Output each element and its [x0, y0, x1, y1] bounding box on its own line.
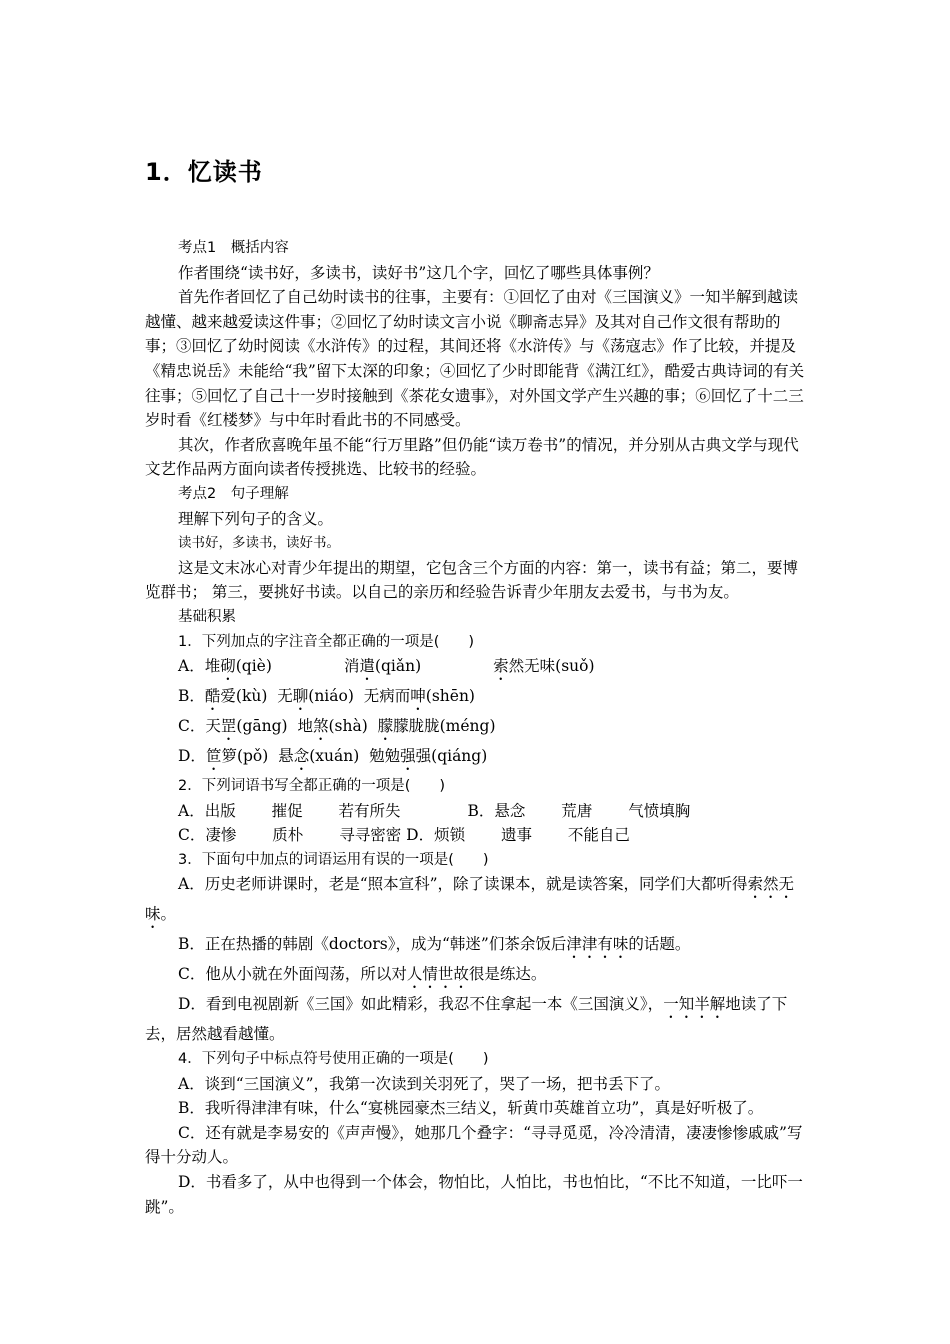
question-4-option-d: D．书看多了，从中也得到一个体会，物怕比，人怕比，书也怕比，“不比不知道，一比吓一跳”。 [145, 1173, 803, 1216]
question-4-option-a: A．谈到“三国演义”，我第一次读到关羽死了，哭了一场，把书丢下了。 [178, 1074, 671, 1093]
question-1-option-a: A．堆砌(qiè) 消遣(qiǎn) 索然无味(suǒ) [178, 657, 595, 676]
page-title: 1．忆读书 [145, 158, 263, 186]
question-3-option-d: D．看到电视剧新《三国》如此精彩，我忍不住拿起一本《三国演义》，一知半解地读了下去，居然越看越懂。 [145, 995, 788, 1044]
k1-answer-paragraph-2: 其次，作者欣喜晚年虽不能“行万里路”但仍能“读万卷书”的情况，并分别从古典文学与现代文艺作品两方面向读者传授挑选、比较书的经验。 [145, 435, 799, 479]
question-1-option-c: C．天罡(gāng) 地煞(shà) 朦朦胧胧(méng) [178, 717, 496, 736]
k2-answer: 这是文末冰心对青少年提出的期望，它包含三个方面的内容：第一，读书有益；第二，要博览群书； 第三，要挑好书读。以自己的亲历和经验告诉青少年朋友去爱书，与书为友。 [145, 558, 799, 602]
k1-answer-paragraph-1: 首先作者回忆了自己幼时读书的往事，主要有：①回忆了由对《三国演义》一知半解到越读越懂、越来越爱读这件事；②回忆了幼时读文言小说《聊斋志异》及其对自己作文很有帮助的事；③回忆了幼时阅读《水浒传》的过程，其间还将《水浒传》与《荡寇志》作了比较，并提及《精忠说岳》未能给“我”留下太深的印象；④回忆了少时即能背《满江红》，酷爱古典诗词的有关往事；⑤回忆了自己十一岁时接触到《茶花女遗事》，对外国文学产生兴趣的事；⑥回忆了十二三岁时看《红楼梦》与中年时看此书的不同感受。 [145, 288, 805, 430]
question-2-options-ab: A．出版 摧促 若有所失 B．悬念 荒唐 气愤填胸 [178, 801, 691, 820]
section-heading-k2: 考点2 句子理解 [178, 485, 289, 502]
question-4-option-b: B．我听得津津有味，什么“宴桃园豪杰三结义，斩黄巾英雄首立功”，真是好听极了。 [178, 1099, 764, 1118]
question-1-stem: 1．下列加点的字注音全都正确的一项是( ) [178, 633, 475, 650]
question-4-option-c: C．还有就是李易安的《声声慢》，她那几个叠字：“寻寻觅觅，冷冷清清，凄凄惨惨戚戚”写得十分动人。 [145, 1123, 803, 1167]
question-3-option-a: A．历史老师讲课时，老是“照本宣科”，除了读课本，就是读答案，同学们大都听得索然无味。 [145, 875, 795, 924]
document-body [145, 236, 805, 1219]
question-3-stem: 3．下面句中加点的词语运用有误的一项是( ) [178, 851, 489, 868]
section-heading-k1: 考点1 概括内容 [178, 240, 289, 256]
question-1-option-d: D．笸箩(pǒ) 悬念(xuán) 勉勉强强(qiáng) [178, 747, 488, 766]
section-heading-jichu: 基础积累 [178, 608, 236, 625]
question-3-option-b: B．正在热播的韩剧《doctors》，成为“韩迷”们茶余饭后津津有味的话题。 [178, 935, 691, 954]
question-2-options-cd: C．凄惨 质朴 寻寻密密 D．烦锁 遗事 不能自己 [178, 826, 630, 845]
k2-question: 理解下列句子的含义。 [178, 509, 334, 528]
question-3-option-c: C．他从小就在外面闯荡，所以对人情世故很是练达。 [178, 965, 547, 984]
k1-question: 作者围绕“读书好，多读书，读好书”这几个字，回忆了哪些具体事例？ [178, 263, 659, 282]
question-1-option-b: B．酷爱(kù) 无聊(niáo) 无病而呻(shēn) [178, 687, 475, 706]
question-2-stem: 2．下列词语书写全都正确的一项是( ) [178, 778, 446, 795]
k2-quoted-sentence: 读书好，多读书，读好书。 [178, 535, 340, 552]
question-4-stem: 4．下列句子中标点符号使用正确的一项是( ) [178, 1051, 489, 1068]
